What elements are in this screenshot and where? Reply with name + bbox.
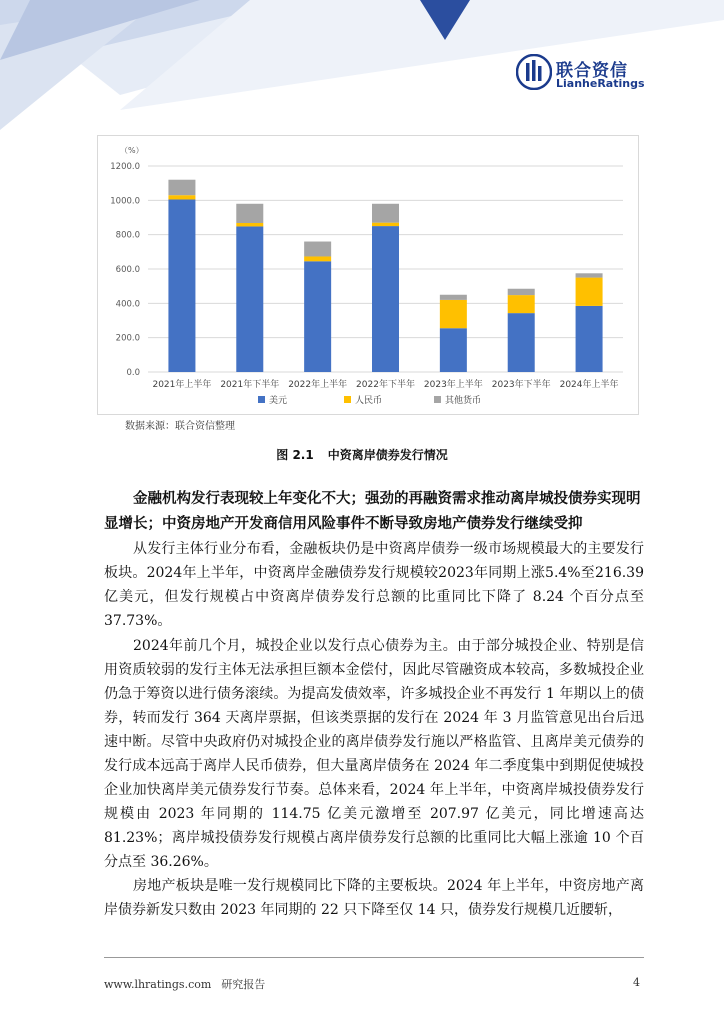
bar-segment — [508, 289, 535, 295]
legend-label: 其他货币 — [445, 396, 482, 406]
legend-label: 人民币 — [355, 396, 383, 406]
y-tick-label: 800.0 — [115, 230, 140, 241]
figure-caption — [0, 446, 724, 463]
footer-website: www.lhratings.com — [104, 978, 212, 991]
bar-segment — [440, 328, 467, 372]
bar-segment — [304, 261, 331, 372]
figure-title: 中资离岸债券发行情况 — [327, 448, 448, 462]
bar-segment — [236, 204, 263, 223]
legend-swatch — [344, 396, 351, 403]
figure-number: 图 2.1 — [276, 448, 314, 462]
bar-segment — [372, 204, 399, 223]
bar-segment — [440, 295, 467, 300]
bar-segment — [372, 226, 399, 372]
bar-segment — [168, 199, 195, 372]
x-tick-label: 2022年上半年 — [288, 380, 348, 390]
bar-segment — [440, 300, 467, 328]
company-logo — [516, 52, 646, 96]
bar-segment — [236, 226, 263, 372]
legend-swatch — [258, 396, 265, 403]
paragraph-3: 房地产板块是唯一发行规模同比下降的主要板块。2024 年上半年，中资房地产离岸债券新发只数由 2023 年同期的 22 只下降至仅 14 只，债券发行规模几近腰斩， — [104, 878, 644, 918]
y-tick-label: 200.0 — [115, 333, 140, 344]
y-tick-label: 1200.0 — [110, 162, 140, 172]
footer-label: 研究报告 — [221, 978, 266, 991]
bar-segment — [508, 295, 535, 313]
bar-segment — [168, 180, 195, 195]
y-tick-label: 0.0 — [126, 368, 140, 378]
footer-left — [104, 976, 265, 992]
x-tick-label: 2022年下半年 — [356, 380, 415, 390]
stacked-bar-chart — [98, 136, 638, 414]
y-tick-label: 600.0 — [115, 265, 140, 275]
logo-english-name: LianheRatings — [556, 77, 645, 90]
x-tick-label: 2024年上半年 — [559, 380, 619, 390]
x-tick-label: 2023年上半年 — [423, 380, 483, 390]
bar-segment — [236, 223, 263, 226]
y-axis-unit-label: （%） — [120, 146, 144, 155]
y-tick-label: 400.0 — [115, 299, 140, 310]
bar-segment — [304, 242, 331, 257]
footer-divider — [104, 957, 644, 958]
logo-chinese-name: 联合资信 — [556, 61, 628, 81]
logo-icon — [516, 54, 552, 90]
x-tick-label: 2021年上半年 — [152, 380, 212, 390]
paragraph-1: 从发行主体行业分布看，金融板块仍是中资离岸债券一级市场规模最大的主要发行板块。2024年上半年，中资离岸金融债券发行规模较2023年同期上涨5.4%至216.39亿美元，但发行规模占中资离岸债券发行总额的比重同比下降了 8.24 个百分点至37.73%。 — [104, 541, 644, 629]
y-tick-label: 1000.0 — [110, 196, 140, 207]
bar-segment — [168, 195, 195, 199]
legend-label: 美元 — [269, 396, 288, 406]
bar-segment — [576, 306, 603, 372]
x-tick-label: 2023年下半年 — [491, 380, 551, 390]
bar-segment — [576, 273, 603, 277]
legend-swatch — [434, 396, 441, 403]
x-tick-label: 2021年下半年 — [220, 380, 280, 390]
paragraph-2: 2024年前几个月，城投企业以发行点心债券为主。由于部分城投企业、特别是信用资质较弱的发行主体无法承担巨额本金偿付，因此尽管融资成本较高，多数城投企业仍急于筹资以进行债务滚续。为提高发债效率，许多城投企业不再发行 1 年期以上的债券，转而发行 364 天离岸票据，但该类票据的发行在 2024 年 3 月监管意见出台后迅速中断。尽管中央政府仍对城投企业的离岸债券发行施以严格监管、且离岸美元债券的发行成本远高于离岸人民币债券，但大量离岸债务在 2024 年二季度集中到期促使城投企业加快离岸美元债券发行节奏。总体来看，2024 年上半年，中资离岸城投债券发行规模由 2023 年同期的 114.75 亿美元激增至 207.97 亿美元，同比增速高达81.23%；离岸城投债券发行规模占离岸债券发行总额的比重同比大幅上涨逾 10 个百分点至 36.26%。 — [104, 638, 644, 870]
section-heading: 金融机构发行表现较上年变化不大；强劲的再融资需求推动离岸城投债券实现明显增长；中资房地产开发商信用风险事件不断导致房地产债券发行继续受抑 — [104, 491, 641, 532]
data-source-note: 数据来源：联合资信整理 — [125, 421, 235, 432]
bar-segment — [508, 313, 535, 372]
page-number: 4 — [633, 976, 640, 989]
bar-segment — [372, 223, 399, 226]
bar-segment — [576, 278, 603, 306]
chart-container — [97, 135, 639, 415]
bar-segment — [304, 256, 331, 261]
